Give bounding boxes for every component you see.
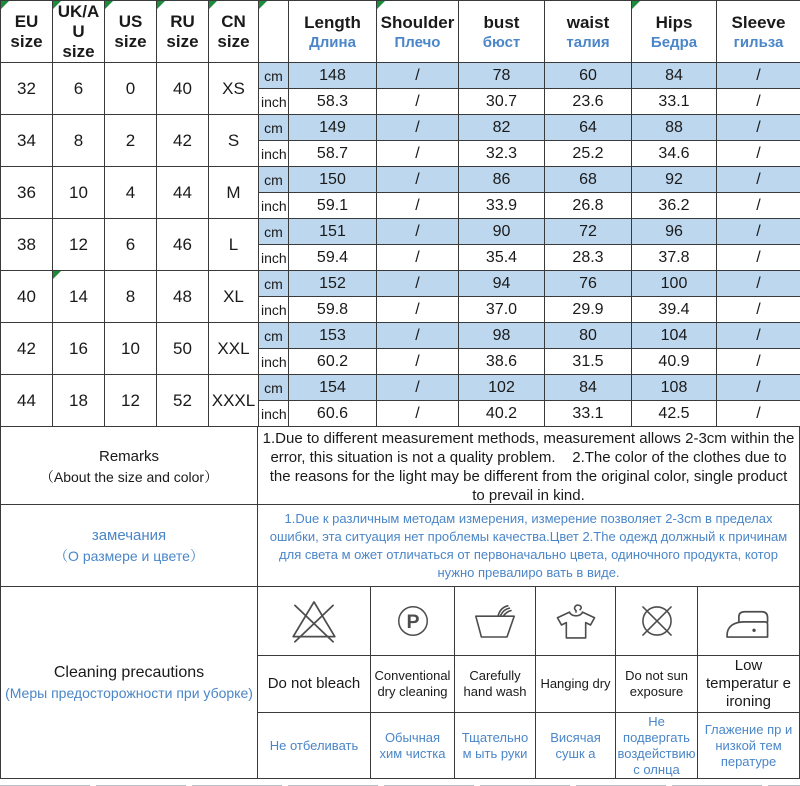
size-table-header-row (1, 1, 800, 63)
size-us-cell: 4 (105, 167, 157, 219)
unit-label-inch: inch (259, 193, 289, 219)
remarks-label-line1: Remarks (98, 448, 159, 465)
size-eu-cell: 36 (1, 167, 53, 219)
measure-value-cm: 94 (459, 271, 545, 297)
measure-value-cm: 96 (632, 219, 717, 245)
size-cn-cell: XS (209, 63, 259, 115)
measure-value-cm: 90 (459, 219, 545, 245)
measure-value-cm: 68 (545, 167, 632, 193)
size-ru-cell: 50 (157, 323, 209, 375)
header-hips-ru: Бедра (650, 33, 698, 51)
cleaning-item-en-label: Low temperatur e ironing (697, 655, 799, 712)
header-eu-size: EU size (1, 1, 53, 63)
measure-value-inch: 59.8 (289, 297, 377, 323)
measure-value-inch: 42.5 (632, 401, 717, 427)
size-ru-cell: 40 (157, 63, 209, 115)
measure-value-cm: 84 (632, 63, 717, 89)
do-not-sun-icon (615, 587, 697, 655)
header-waist-en: waist (566, 12, 610, 32)
header-ru-size: RU size (157, 1, 209, 63)
measure-value-cm: 152 (289, 271, 377, 297)
unit-label-cm: cm (259, 219, 289, 245)
measure-value-inch: 31.5 (545, 349, 632, 375)
size-eu-cell: 42 (1, 323, 53, 375)
measure-value-cm: / (717, 375, 800, 401)
measure-value-cm: / (377, 63, 459, 89)
size-cn-cell: XXXL (209, 375, 259, 427)
measure-value-cm: 98 (459, 323, 545, 349)
measure-value-cm: 78 (459, 63, 545, 89)
header-sleeve (717, 1, 800, 63)
remarks-section-ru (0, 505, 800, 587)
svg-text:P: P (405, 610, 420, 633)
remarks-label (1, 427, 258, 507)
size-cn-cell: M (209, 167, 259, 219)
header-waist (545, 1, 632, 63)
measure-value-inch: 37.0 (459, 297, 545, 323)
header-waist-ru: талия (566, 33, 610, 51)
unit-label-inch: inch (259, 349, 289, 375)
measure-value-cm: 72 (545, 219, 632, 245)
measure-value-inch: 29.9 (545, 297, 632, 323)
cleaning-item-ru-label: Висячая сушк а (535, 712, 615, 778)
measure-value-inch: 40.9 (632, 349, 717, 375)
unit-label-inch: inch (259, 297, 289, 323)
remarks-label-ru-line1: замечания (91, 526, 167, 544)
measure-value-inch: 58.3 (289, 89, 377, 115)
size-uk-cell: 14 (53, 271, 105, 323)
header-length-ru: Длина (309, 33, 356, 51)
size-uk-cell: 16 (53, 323, 105, 375)
measure-value-inch: 39.4 (632, 297, 717, 323)
measure-value-cm: 92 (632, 167, 717, 193)
header-length (289, 1, 377, 63)
size-cn-cell: XL (209, 271, 259, 323)
size-table-body (1, 63, 800, 427)
measure-value-inch: 33.9 (459, 193, 545, 219)
measure-value-inch: / (377, 297, 459, 323)
measure-value-cm: 104 (632, 323, 717, 349)
size-ru-cell: 44 (157, 167, 209, 219)
measure-value-inch: / (377, 245, 459, 271)
size-us-cell: 8 (105, 271, 157, 323)
header-hips (632, 1, 717, 63)
measure-value-inch: 40.2 (459, 401, 545, 427)
size-cn-cell: XXL (209, 323, 259, 375)
measure-value-inch: 37.8 (632, 245, 717, 271)
header-sleeve-en: Sleeve (731, 12, 786, 32)
remarks-label-ru-line2: （О размере и цвете） (54, 547, 204, 564)
size-uk-cell: 10 (53, 167, 105, 219)
size-eu-cell: 44 (1, 375, 53, 427)
remarks-text-en: 1.Due to different measurement methods, measurement allows 2-3cm within the error, this situation is not a quality problem. 2.The color of the clothes due to the reasons for the light may be different from the original color, single product to prevail in kind. (262, 430, 799, 504)
measure-value-cm: / (717, 115, 800, 141)
measure-value-cm: 154 (289, 375, 377, 401)
header-uk-au-size: UK/A U size (53, 1, 105, 63)
measure-value-inch: 23.6 (545, 89, 632, 115)
header-us-size: US size (105, 1, 157, 63)
cleaning-item-ru-label: Обычная хим чистка (370, 712, 454, 778)
size-ru-cell: 46 (157, 219, 209, 271)
header-shoulder-en: Shoulder (380, 12, 455, 32)
measure-value-inch: 32.3 (459, 141, 545, 167)
unit-label-inch: inch (259, 245, 289, 271)
measure-value-inch: 30.7 (459, 89, 545, 115)
measure-value-cm: 64 (545, 115, 632, 141)
measure-value-inch: 33.1 (545, 401, 632, 427)
header-hips-en: Hips (655, 12, 693, 32)
size-uk-cell: 6 (53, 63, 105, 115)
size-row-L-cm (1, 219, 800, 245)
measure-value-inch: / (377, 89, 459, 115)
measure-value-cm: 148 (289, 63, 377, 89)
cleaning-item-ru-label: Тщательно м ыть руки (454, 712, 535, 778)
header-shoulder-ru: Плечо (394, 33, 441, 51)
size-us-cell: 2 (105, 115, 157, 167)
remarks-label-line2: （About the size and color） (39, 469, 219, 485)
unit-label-inch: inch (259, 401, 289, 427)
header-shoulder (377, 1, 459, 63)
size-row-XXXL-cm (1, 375, 800, 401)
cleaning-item-en-label: Hanging dry (535, 655, 615, 712)
measure-value-cm: / (377, 219, 459, 245)
size-ru-cell: 42 (157, 115, 209, 167)
header-unit-column (259, 1, 289, 63)
remarks-text-ru: 1.Due к различным методам измерения, измерение позволяет 2-3cm в пределах ошибки, эта ситуация нет проблемы качества.Цвет 2.The одежд должный к причинам для света м ожет отличаться от первоначально цвета, одиночного продукта, котор нужно превалиро вать в виде. (269, 510, 791, 580)
cleaning-item-en-label: Conventional dry cleaning (370, 655, 454, 712)
measure-value-cm: 151 (289, 219, 377, 245)
unit-label-inch: inch (259, 141, 289, 167)
size-uk-cell: 18 (53, 375, 105, 427)
header-bust-ru: бюст (482, 33, 521, 51)
size-uk-cell: 8 (53, 115, 105, 167)
cleaning-item-ru-label: Не отбеливать (257, 712, 370, 778)
size-us-cell: 10 (105, 323, 157, 375)
size-eu-cell: 40 (1, 271, 53, 323)
measure-value-inch: / (377, 349, 459, 375)
measure-value-inch: 60.6 (289, 401, 377, 427)
measure-value-inch: 34.6 (632, 141, 717, 167)
size-row-S-cm (1, 115, 800, 141)
size-eu-cell: 34 (1, 115, 53, 167)
measure-value-cm: / (717, 323, 800, 349)
dry-cleaning-icon (370, 587, 454, 655)
measure-value-inch: / (717, 401, 800, 427)
header-bust-en: bust (483, 12, 520, 32)
cleaning-item-en-label: Do not bleach (257, 655, 370, 712)
measure-value-cm: / (377, 323, 459, 349)
measure-value-inch: 26.8 (545, 193, 632, 219)
measure-value-inch: / (377, 141, 459, 167)
measure-value-inch: / (377, 193, 459, 219)
unit-label-inch: inch (259, 89, 289, 115)
hanging-dry-icon (535, 587, 615, 655)
header-length-en: Length (304, 12, 361, 32)
measure-value-cm: 60 (545, 63, 632, 89)
measure-value-cm: 102 (459, 375, 545, 401)
measure-value-inch: / (717, 349, 800, 375)
measure-value-inch: 38.6 (459, 349, 545, 375)
remarks-label-ru (1, 505, 258, 586)
measure-value-inch: / (717, 297, 800, 323)
measure-value-inch: 35.4 (459, 245, 545, 271)
measure-value-inch: / (717, 245, 800, 271)
measure-value-cm: / (717, 167, 800, 193)
size-cn-cell: L (209, 219, 259, 271)
cleaning-item-ru-label: Не подвергать воздействию с олнца (615, 712, 697, 778)
measure-value-cm: 149 (289, 115, 377, 141)
header-sleeve-ru: гильза (733, 33, 784, 51)
measure-value-inch: / (717, 89, 800, 115)
size-us-cell: 6 (105, 219, 157, 271)
size-row-XL-cm (1, 271, 800, 297)
unit-label-cm: cm (259, 375, 289, 401)
unit-label-cm: cm (259, 167, 289, 193)
measure-value-cm: 82 (459, 115, 545, 141)
measure-value-inch: 59.1 (289, 193, 377, 219)
measure-value-cm: 153 (289, 323, 377, 349)
next-table-cutoff-edge (0, 779, 800, 786)
cleaning-item-en-label: Carefully hand wash (454, 655, 535, 712)
size-us-cell: 0 (105, 63, 157, 115)
measure-value-inch: 25.2 (545, 141, 632, 167)
measure-value-inch: 33.1 (632, 89, 717, 115)
measure-value-cm: / (377, 167, 459, 193)
size-row-M-cm (1, 167, 800, 193)
measure-value-cm: 84 (545, 375, 632, 401)
size-ru-cell: 48 (157, 271, 209, 323)
measure-value-inch: 59.4 (289, 245, 377, 271)
measure-value-inch: 58.7 (289, 141, 377, 167)
measure-value-inch: / (717, 141, 800, 167)
measure-value-cm: / (377, 271, 459, 297)
cleaning-item-ru-label: Глажение пр и низкой тем пературе (697, 712, 799, 778)
unit-label-cm: cm (259, 323, 289, 349)
unit-label-cm: cm (259, 115, 289, 141)
measure-value-cm: 80 (545, 323, 632, 349)
size-us-cell: 12 (105, 375, 157, 427)
measure-value-inch: 60.2 (289, 349, 377, 375)
measure-value-cm: / (717, 219, 800, 245)
remarks-section (0, 427, 800, 505)
measure-value-inch: / (717, 193, 800, 219)
measure-value-inch: / (377, 401, 459, 427)
measure-value-cm: 150 (289, 167, 377, 193)
cleaning-item-en-label: Do not sun exposure (615, 655, 697, 712)
measure-value-cm: 76 (545, 271, 632, 297)
measure-value-inch: 28.3 (545, 245, 632, 271)
measure-value-cm: 88 (632, 115, 717, 141)
low-temp-ironing-icon (697, 587, 799, 655)
measure-value-cm: / (717, 271, 800, 297)
measure-value-cm: 100 (632, 271, 717, 297)
measure-value-cm: / (377, 115, 459, 141)
cleaning-grid (0, 587, 800, 779)
cleaning-label-en: Cleaning precautions (53, 664, 205, 681)
size-row-XXL-cm (1, 323, 800, 349)
measure-value-cm: 86 (459, 167, 545, 193)
size-ru-cell: 52 (157, 375, 209, 427)
size-uk-cell: 12 (53, 219, 105, 271)
header-cn-size: CN size (209, 1, 259, 63)
hand-wash-icon (454, 587, 535, 655)
size-eu-cell: 32 (1, 63, 53, 115)
measure-value-cm: 108 (632, 375, 717, 401)
unit-label-cm: cm (259, 271, 289, 297)
measure-value-cm: / (377, 375, 459, 401)
unit-label-cm: cm (259, 63, 289, 89)
size-row-XS-cm (1, 63, 800, 89)
header-bust (459, 1, 545, 63)
cleaning-label-ru: (Меры предосторожности при уборке) (5, 685, 253, 701)
measure-value-inch: 36.2 (632, 193, 717, 219)
do-not-bleach-icon (257, 587, 370, 655)
cleaning-label (1, 587, 257, 778)
size-cn-cell: S (209, 115, 259, 167)
measure-value-cm: / (717, 63, 800, 89)
size-eu-cell: 38 (1, 219, 53, 271)
